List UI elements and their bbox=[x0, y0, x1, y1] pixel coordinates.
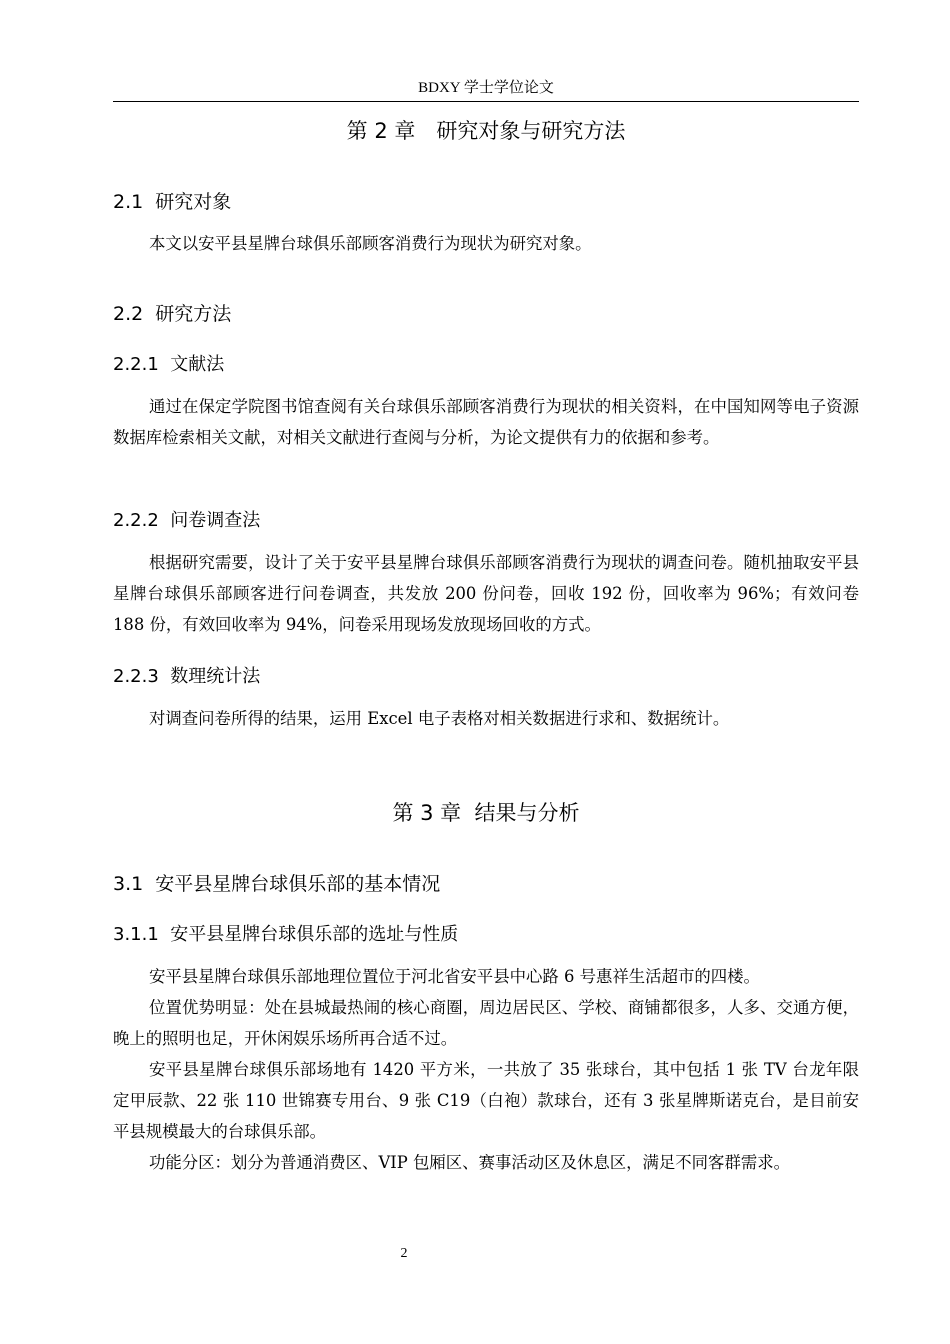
chapter-2-title: 第 2 章 研究对象与研究方法 bbox=[346, 119, 626, 143]
section-3-1-heading: 3.1 安平县星牌台球俱乐部的基本情况 bbox=[113, 873, 441, 895]
section-2-2-heading: 2.2 研究方法 bbox=[113, 303, 232, 325]
chapter-3-title: 第 3 章 结果与分析 bbox=[392, 801, 580, 825]
section-2-2-2-heading: 2.2.2 问卷调查法 bbox=[113, 510, 261, 531]
section-2-2-3-paragraph: 对调查问卷所得的结果，运用 Excel 电子表格对相关数据进行求和、数据统计。 bbox=[149, 709, 730, 728]
section-2-1-paragraph: 本文以安平县星牌台球俱乐部顾客消费行为现状为研究对象。 bbox=[149, 234, 592, 253]
page-number: 2 bbox=[400, 1246, 408, 1261]
section-2-2-3-heading: 2.2.3 数理统计法 bbox=[113, 666, 261, 687]
header-rule bbox=[113, 101, 859, 102]
section-3-1-1-paragraph-4: 功能分区：划分为普通消费区、VIP 包厢区、赛事活动区及休息区，满足不同客群需求。 bbox=[149, 1153, 791, 1172]
section-2-2-1-heading: 2.2.1 文献法 bbox=[113, 354, 225, 375]
section-3-1-1-paragraph-1: 安平县星牌台球俱乐部地理位置位于河北省安平县中心路 6 号惠祥生活超市的四楼。 bbox=[149, 967, 760, 986]
section-2-1-heading: 2.1 研究对象 bbox=[113, 191, 232, 213]
running-header: BDXY 学士学位论文 bbox=[418, 80, 554, 96]
section-2-2-1-paragraph: 通过在保定学院图书馆查阅有关台球俱乐部顾客消费行为现状的相关资料，在中国知网等电子资源数据库检索相关文献，对相关文献进行查阅与分析，为论文提供有力的依据和参考。 bbox=[113, 397, 859, 447]
section-3-1-1-paragraph-3: 安平县星牌台球俱乐部场地有 1420 平方米，一共放了 35 张球台，其中包括 1 张 TV 台龙年限定甲辰款、22 张 110 世锦赛专用台、9 张 C19（白袍）款球台，还有 3 张星牌斯诺克台，是目前安平县规模最大的台球俱乐部。 bbox=[113, 1060, 859, 1141]
section-2-2-2-paragraph: 根据研究需要，设计了关于安平县星牌台球俱乐部顾客消费行为现状的调查问卷。随机抽取安平县星牌台球俱乐部顾客进行问卷调查，共发放 200 份问卷，回收 192 份，回收率为 96%；有效问卷 188 份，有效回收率为 94%，问卷采用现场发放现场回收的方式。 bbox=[113, 553, 859, 634]
section-3-1-1-paragraph-2: 位置优势明显：处在县城最热闹的核心商圈，周边居民区、学校、商铺都很多，人多、交通方便，晚上的照明也足，开休闲娱乐场所再合适不过。 bbox=[113, 998, 859, 1048]
section-3-1-1-heading: 3.1.1 安平县星牌台球俱乐部的选址与性质 bbox=[113, 924, 459, 945]
